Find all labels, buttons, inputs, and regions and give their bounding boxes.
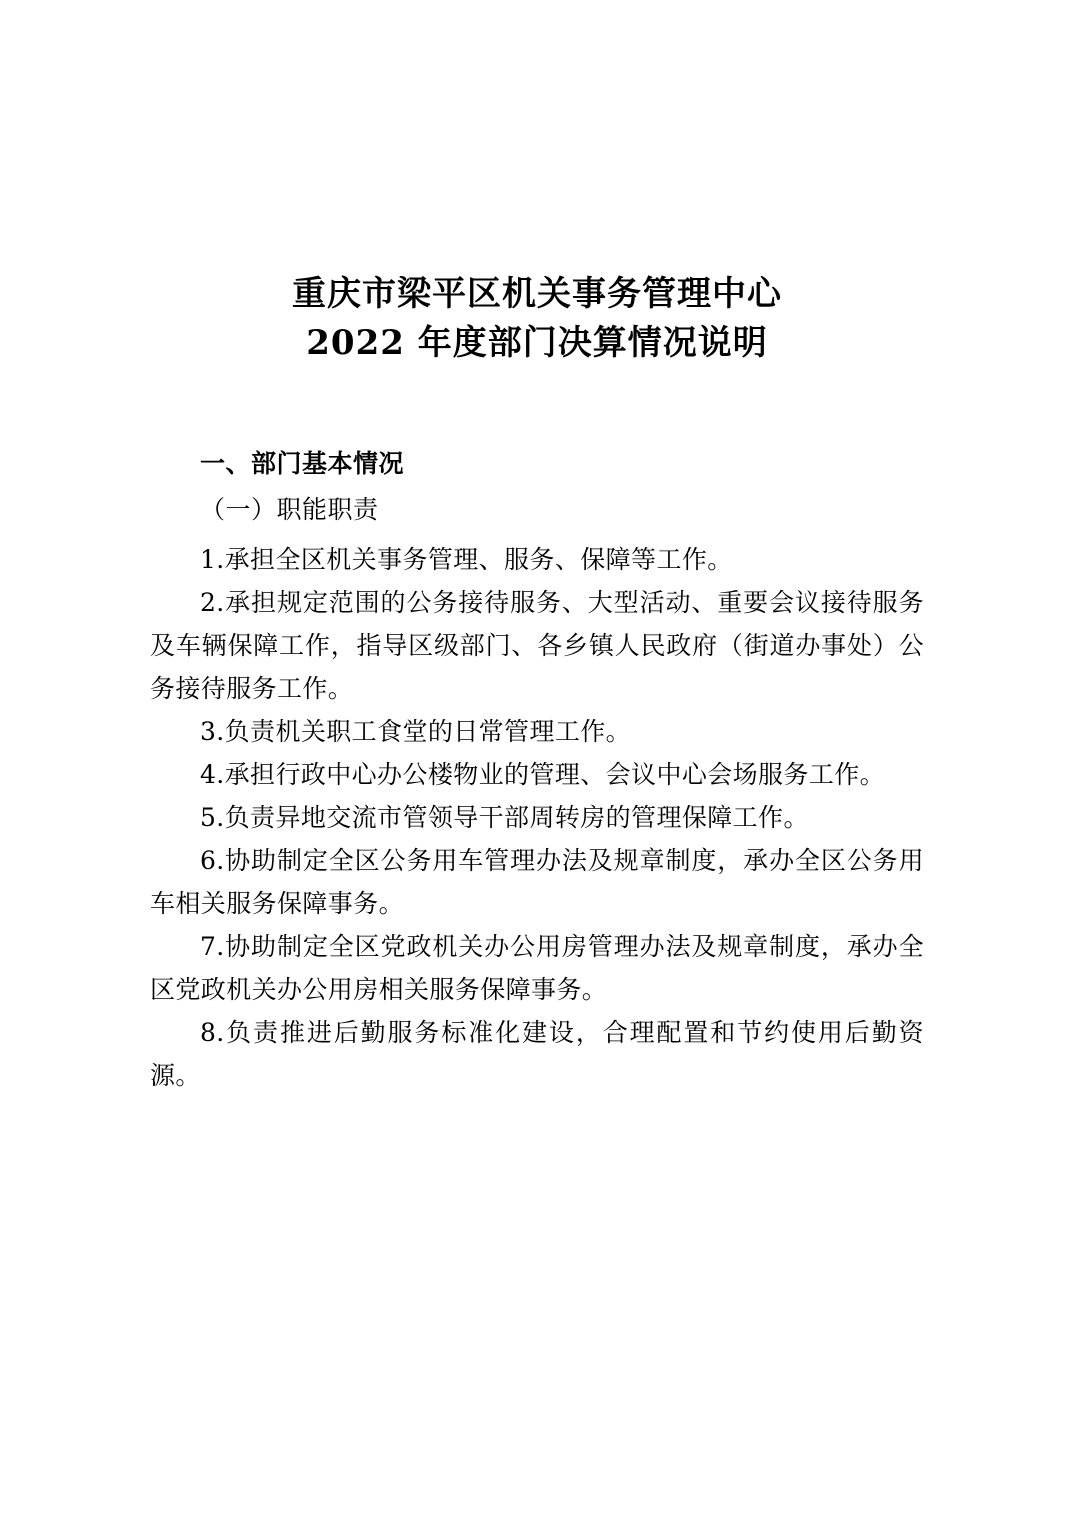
section-heading-1: 一、部门基本情况: [200, 448, 405, 478]
section-body-1: [150, 538, 924, 1097]
page-title: [150, 270, 924, 369]
paragraph: 3.负责机关职工食堂的日常管理工作。: [200, 716, 632, 746]
paragraph: 7.协助制定全区党政机关办公用房管理办法及规章制度，承办全区党政机关办公用房相关服务保障事务。: [150, 931, 924, 1004]
page-title-line-2: 2022 年度部门决算情况说明: [306, 323, 768, 364]
paragraph: 4.承担行政中心办公楼物业的管理、会议中心会场服务工作。: [200, 759, 886, 789]
paragraph: 2.承担规定范围的公务接待服务、大型活动、重要会议接待服务及车辆保障工作，指导区级部门、各乡镇人民政府（街道办事处）公务接待服务工作。: [150, 587, 924, 703]
title-spacer: [150, 369, 924, 443]
paragraph: 1.承担全区机关事务管理、服务、保障等工作。: [200, 544, 733, 574]
paragraph: 8.负责推进后勤服务标准化建设，合理配置和节约使用后勤资源。: [150, 1017, 924, 1090]
paragraph: 5.负责异地交流市管领导干部周转房的管理保障工作。: [200, 802, 809, 832]
subsection-heading-1: （一）职能职责: [200, 495, 379, 525]
paragraph: 6.协助制定全区公务用车管理办法及规章制度，承办全区公务用车相关服务保障事务。: [150, 845, 924, 918]
page-title-line-1: 重庆市梁平区机关事务管理中心: [292, 274, 782, 314]
